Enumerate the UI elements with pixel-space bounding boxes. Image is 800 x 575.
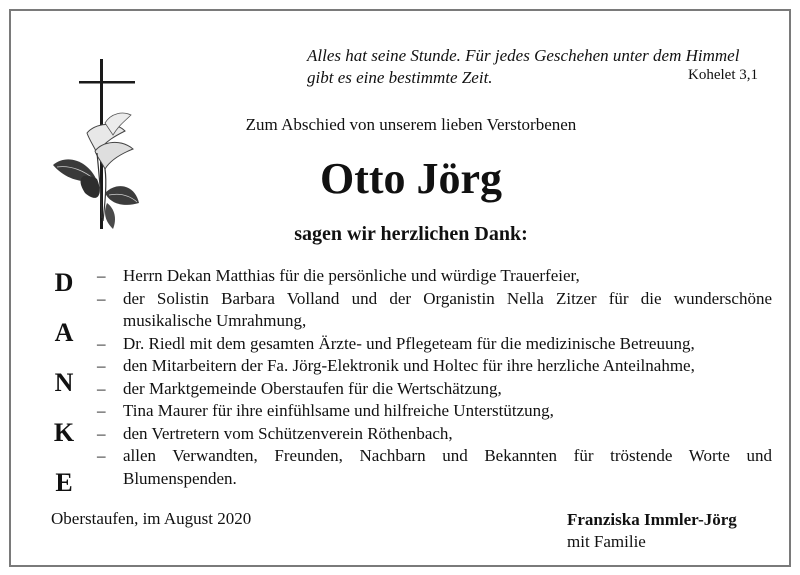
place-date: Oberstaufen, im August 2020 (51, 509, 252, 528)
cross-with-calla-lily-icon (45, 53, 145, 233)
signer-name: Franziska Immler-Jörg (567, 510, 737, 529)
quote-line-2: gibt es eine bestimmte Zeit. (307, 68, 493, 87)
quote-line-1: Alles hat seine Stunde. Für jedes Geschehen unter dem Himmel (307, 46, 740, 65)
list-item: – Herrn Dekan Matthias für die persönliche und würdige Trauerfeier, (97, 265, 772, 288)
list-item: – allen Verwandten, Freunden, Nachbarn und Bekannten für tröstende Worte und Blumenspenden. (97, 445, 772, 490)
obituary-card (9, 9, 791, 567)
danke-letter: K (53, 418, 75, 447)
thanks-list (97, 265, 772, 490)
list-item: – Tina Maurer für ihre einfühlsame und hilfreiche Unterstützung, (97, 400, 772, 423)
thanks-heading: sagen wir herzlichen Dank: (294, 223, 528, 245)
danke-letter: A (54, 318, 74, 347)
intro-line: Zum Abschied von unserem lieben Verstorbenen (245, 115, 577, 134)
danke-letter: E (55, 468, 73, 497)
danke-vertical-word (47, 264, 81, 514)
list-item: – Dr. Riedl mit dem gesamten Ärzte- und Pflegeteam für die medizinische Betreuung, (97, 333, 772, 356)
quote-source: Kohelet 3,1 (688, 67, 758, 83)
list-item: – den Vertretern vom Schützenverein Röthenbach, (97, 423, 772, 446)
danke-letter: D (54, 268, 74, 297)
signature-block (567, 509, 737, 553)
list-item: – den Mitarbeitern der Fa. Jörg-Elektronik und Holtec für ihre herzliche Anteilnahme, (97, 355, 772, 378)
deceased-name: Otto Jörg (319, 154, 503, 203)
list-item: – der Solistin Barbara Volland und der Organistin Nella Zitzer für die wunderschöne musikalische Umrahmung, (97, 288, 772, 333)
danke-letter: N (54, 368, 74, 397)
signer-subtitle: mit Familie (567, 532, 646, 551)
list-item: – der Marktgemeinde Oberstaufen für die Wertschätzung, (97, 378, 772, 401)
